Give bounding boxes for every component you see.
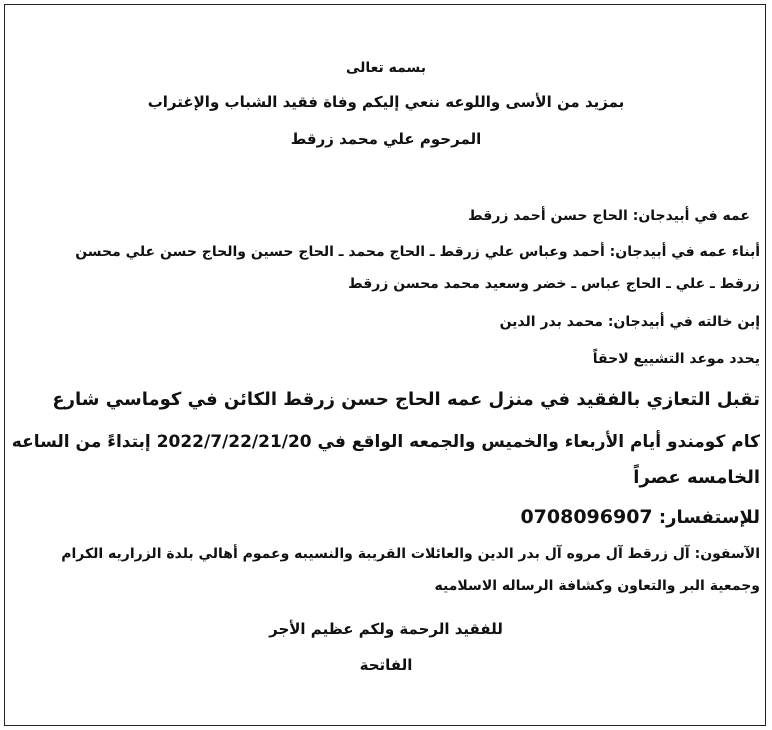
announcement-line: بمزيد من الأسى واللوعه ننعي إليكم وفاة فقيد الشباب والإغتراب <box>147 93 625 111</box>
fatiha-line: الفاتحة <box>359 656 413 674</box>
cousins-line-2: زرقط ـ علي ـ الحاج عباس ـ خضر وسعيد محمد محسن زرقط <box>348 276 760 292</box>
uncle-line <box>12 208 750 224</box>
uncle-label: عمه في أبيدجان: <box>632 208 750 224</box>
maternal-cousin-line: إبن خالته في أبيدجان: محمد بدر الدين <box>499 314 760 330</box>
contact-label: للإستفسار: <box>658 507 760 528</box>
funeral-note: يحدد موعد التشييع لاحقاً <box>592 351 760 367</box>
closing-prayer: للفقيد الرحمة ولكم عظيم الأجر <box>269 620 503 638</box>
condolences-line-2: كام كومندو أيام الأربعاء والخميس والجمعه الواقع في 2022/7/22/21/20 إبتداءً من الساعه <box>11 432 760 452</box>
cousins-line-1: أبناء عمه في أبيدجان: أحمد وعباس علي زرقط ـ الحاج محمد ـ الحاج حسين والحاج حسن علي محسن <box>75 244 760 260</box>
mourners-line-1: الآسفون: آل زرقط آل مروه آل بدر الدين والعائلات القريبة والنسيبه وعموم أهالي بلدة الزراريه الكرام <box>61 546 760 562</box>
mourners-line-2: وجمعية البر والتعاون وكشافة الرساله الاسلاميه <box>434 578 760 594</box>
contact-phone: 0708096907 <box>520 506 653 528</box>
obituary-document <box>12 0 760 730</box>
condolences-line-3: الخامسه عصراً <box>633 467 760 488</box>
contact-line <box>12 506 760 528</box>
invocation-line: بسمه تعالى <box>345 60 427 76</box>
uncle-value: الحاج حسن أحمد زرقط <box>468 208 628 224</box>
condolences-line-1: تقبل التعازي بالفقيد في منزل عمه الحاج حسن زرقط الكائن في كوماسي شارع <box>52 389 760 410</box>
deceased-name: المرحوم علي محمد زرقط <box>290 130 482 148</box>
